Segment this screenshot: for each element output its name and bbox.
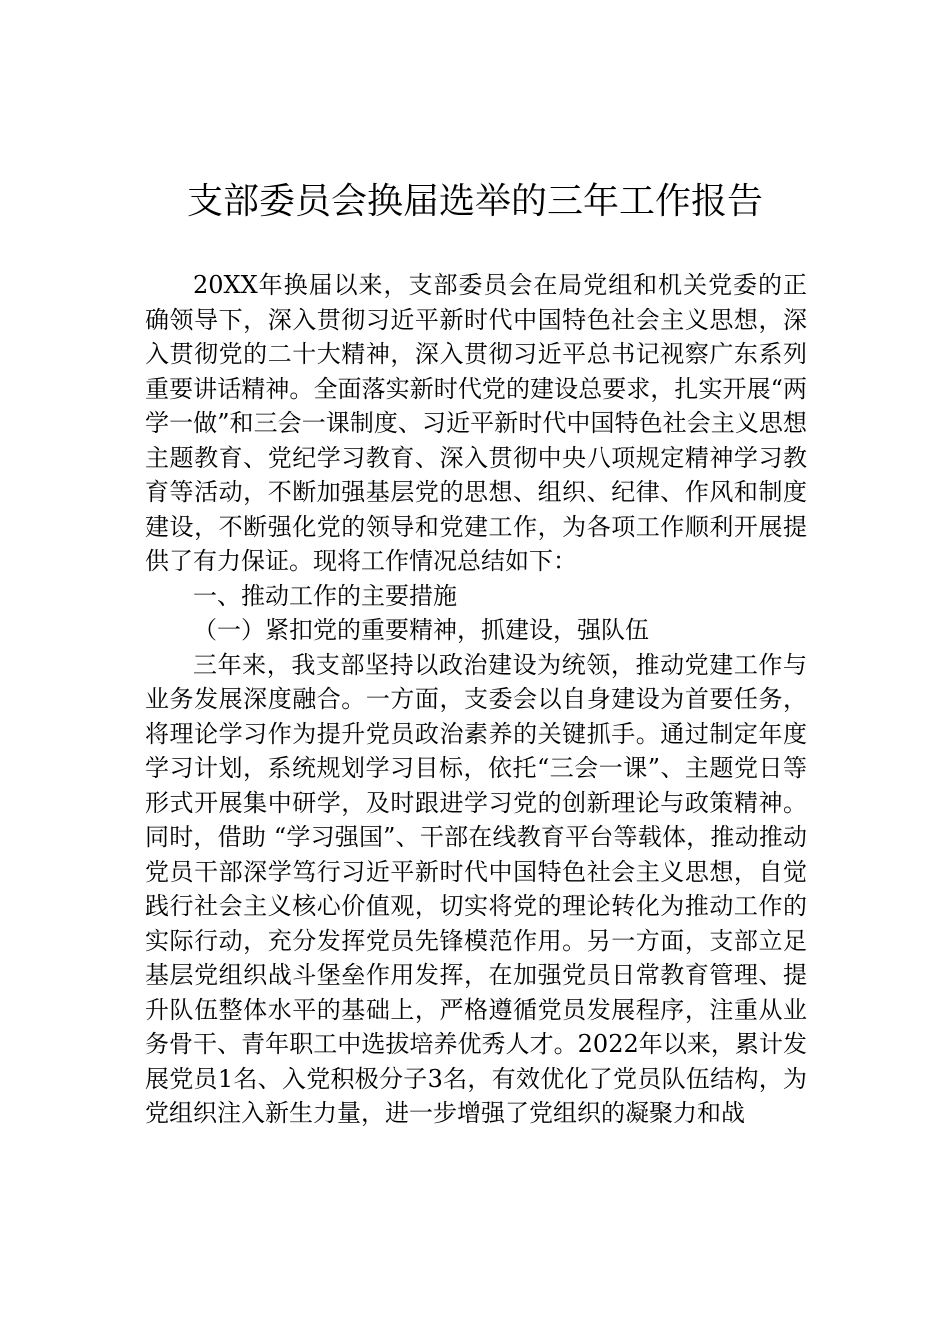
document-body xyxy=(145,268,807,1131)
subsection-heading: （一）紧扣党的重要精神，抓建设，强队伍 xyxy=(193,616,649,644)
intro-paragraph: 20XX年换届以来，支部委员会在局党组和机关党委的正确领导下，深入贯彻习近平新时代中国特色社会主义思想，深入贯彻党的二十大精神，深入贯彻习近平总书记视察广东系列重要讲话精神。全面落实新时代党的建设总要求，扎实开展“两学一做”和三会一课制度、习近平新时代中国特色社会主义思想主题教育、党纪学习教育、深入贯彻中央八项规定精神学习教育等活动，不断加强基层党的思想、组织、纪律、作风和制度建设，不断强化党的领导和党建工作，为各项工作顺利开展提供了有力保证。现将工作情况总结如下： xyxy=(145,271,807,575)
body-paragraph: 三年来，我支部坚持以政治建设为统领，推动党建工作与业务发展深度融合。一方面，支委会以自身建设为首要任务，将理论学习作为提升党员政治素养的关键抓手。通过制定年度学习计划，系统规划学习目标，依托“三会一课”、主题党日等形式开展集中研学，及时跟进学习党的创新理论与政策精神。同时，借助 “学习强国”、干部在线教育平台等载体，推动推动党员干部深学笃行习近平新时代中国特色社会主义思想，自觉践行社会主义核心价值观，切实将党的理论转化为推动工作的实际行动，充分发挥党员先锋模范作用。另一方面，支部立足基层党组织战斗堡垒作用发挥，在加强党员日常教育管理、提升队伍整体水平的基础上，严格遵循党员发展程序，注重从业务骨干、青年职工中选拔培养优秀人才。2022年以来，累计发展党员1名、入党积极分子3名，有效优化了党员队伍结构，为党组织注入新生力量，进一步增强了党组织的凝聚力和战 xyxy=(145,650,807,1127)
document-title: 支部委员会换届选举的三年工作报告 xyxy=(186,181,763,222)
section-heading: 一、推动工作的主要措施 xyxy=(193,581,457,610)
